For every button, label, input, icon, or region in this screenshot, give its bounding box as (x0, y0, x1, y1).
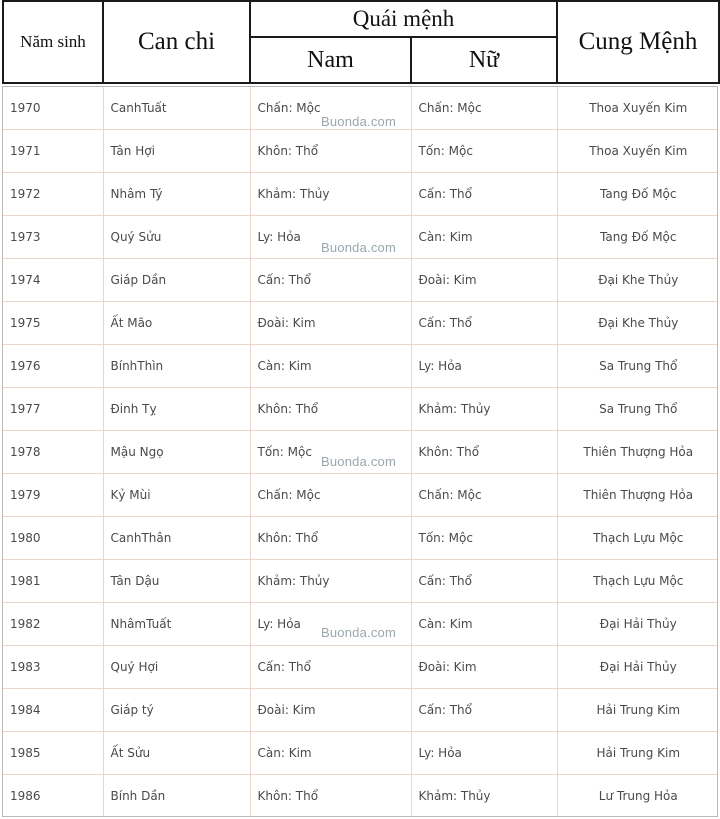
cell-year: 1980 (3, 517, 103, 560)
cell-can-chi: Tân Hợi (103, 130, 250, 173)
cell-quai-menh-nam: Đoài: Kim (250, 689, 411, 732)
table-row (3, 646, 718, 689)
cell-year: 1971 (3, 130, 103, 173)
cell-can-chi: BínhThìn (103, 345, 250, 388)
cell-quai-menh-nu: Chấn: Mộc (411, 474, 557, 517)
cell-quai-menh-nam: Ly: Hỏa (250, 216, 411, 259)
cell-year: 1981 (3, 560, 103, 603)
table-row (3, 689, 718, 732)
cell-can-chi: NhâmTuất (103, 603, 250, 646)
table-row (3, 560, 718, 603)
table-row (3, 173, 718, 216)
cell-quai-menh-nam: Tốn: Mộc (250, 431, 411, 474)
cell-year: 1986 (3, 775, 103, 818)
table-body (2, 86, 718, 817)
cell-quai-menh-nu: Khôn: Thổ (411, 431, 557, 474)
cell-can-chi: Giáp tý (103, 689, 250, 732)
watermark-text: Buonda.com (321, 114, 396, 129)
cell-quai-menh-nu: Cấn: Thổ (411, 560, 557, 603)
cell-cung-menh: Hải Trung Kim (557, 732, 718, 775)
cell-cung-menh: Đại Khe Thủy (557, 259, 718, 302)
cell-quai-menh-nam: Khôn: Thổ (250, 388, 411, 431)
cell-cung-menh: Tang Đố Mộc (557, 216, 718, 259)
cell-quai-menh-nu: Tốn: Mộc (411, 517, 557, 560)
cell-year: 1975 (3, 302, 103, 345)
table-row (3, 388, 718, 431)
cell-cung-menh: Thạch Lựu Mộc (557, 517, 718, 560)
cell-year: 1976 (3, 345, 103, 388)
cell-year: 1973 (3, 216, 103, 259)
cell-cung-menh: Sa Trung Thổ (557, 388, 718, 431)
table-row (3, 345, 718, 388)
cell-can-chi: CanhTuất (103, 87, 250, 130)
cell-quai-menh-nu: Khảm: Thủy (411, 775, 557, 818)
cell-quai-menh-nam: Khảm: Thủy (250, 173, 411, 216)
cell-quai-menh-nam: Khôn: Thổ (250, 130, 411, 173)
cell-cung-menh: Đại Hải Thủy (557, 646, 718, 689)
header-nu: Nữ (411, 37, 557, 83)
cell-can-chi: Ất Sửu (103, 732, 250, 775)
cell-cung-menh: Thoa Xuyến Kim (557, 130, 718, 173)
cell-can-chi: Kỷ Mùi (103, 474, 250, 517)
cell-cung-menh: Sa Trung Thổ (557, 345, 718, 388)
table-row (3, 259, 718, 302)
cell-cung-menh: Đại Khe Thủy (557, 302, 718, 345)
cell-quai-menh-nam: Ly: Hỏa (250, 603, 411, 646)
cell-can-chi: Tân Dậu (103, 560, 250, 603)
cell-year: 1979 (3, 474, 103, 517)
table-row (3, 302, 718, 345)
cell-quai-menh-nu: Tốn: Mộc (411, 130, 557, 173)
cell-quai-menh-nam: Cấn: Thổ (250, 259, 411, 302)
table-row (3, 517, 718, 560)
watermark-text: Buonda.com (321, 625, 396, 640)
cell-quai-menh-nu: Ly: Hỏa (411, 345, 557, 388)
cell-cung-menh: Thoa Xuyến Kim (557, 87, 718, 130)
cell-year: 1972 (3, 173, 103, 216)
cell-year: 1982 (3, 603, 103, 646)
cell-quai-menh-nu: Cấn: Thổ (411, 302, 557, 345)
cell-can-chi: Nhâm Tý (103, 173, 250, 216)
cell-cung-menh: Thiên Thượng Hỏa (557, 431, 718, 474)
cell-can-chi: Ất Mão (103, 302, 250, 345)
watermark-text: Buonda.com (321, 454, 396, 469)
cell-can-chi: Quý Sửu (103, 216, 250, 259)
cell-quai-menh-nam: Càn: Kim (250, 732, 411, 775)
table-header (2, 0, 720, 84)
cell-year: 1983 (3, 646, 103, 689)
table-row (3, 732, 718, 775)
header-cung-menh: Cung Mệnh (557, 1, 719, 83)
cell-year: 1974 (3, 259, 103, 302)
cell-year: 1985 (3, 732, 103, 775)
cell-can-chi: Bính Dần (103, 775, 250, 818)
cell-quai-menh-nam: Chấn: Mộc (250, 87, 411, 130)
cell-year: 1970 (3, 87, 103, 130)
cell-year: 1984 (3, 689, 103, 732)
data-table (3, 87, 718, 817)
cell-quai-menh-nam: Đoài: Kim (250, 302, 411, 345)
cell-cung-menh: Đại Hải Thủy (557, 603, 718, 646)
cell-can-chi: Quý Hợi (103, 646, 250, 689)
watermark-text: Buonda.com (321, 240, 396, 255)
cell-can-chi: Mậu Ngọ (103, 431, 250, 474)
cell-quai-menh-nam: Chấn: Mộc (250, 474, 411, 517)
table-row (3, 130, 718, 173)
cell-quai-menh-nu: Cấn: Thổ (411, 689, 557, 732)
cell-quai-menh-nu: Khảm: Thủy (411, 388, 557, 431)
cell-quai-menh-nam: Khôn: Thổ (250, 517, 411, 560)
cell-quai-menh-nam: Cấn: Thổ (250, 646, 411, 689)
cell-quai-menh-nu: Ly: Hỏa (411, 732, 557, 775)
cell-can-chi: Giáp Dần (103, 259, 250, 302)
cell-quai-menh-nu: Đoài: Kim (411, 646, 557, 689)
header-quai-menh: Quái mệnh (250, 1, 557, 37)
table-row (3, 474, 718, 517)
cell-quai-menh-nu: Càn: Kim (411, 603, 557, 646)
cell-cung-menh: Tang Đố Mộc (557, 173, 718, 216)
cell-cung-menh: Thiên Thượng Hỏa (557, 474, 718, 517)
header-year: Năm sinh (3, 1, 103, 83)
cell-year: 1978 (3, 431, 103, 474)
cell-year: 1977 (3, 388, 103, 431)
table-row (3, 775, 718, 818)
header-nam: Nam (250, 37, 411, 83)
cell-can-chi: Đinh Tỵ (103, 388, 250, 431)
cell-cung-menh: Hải Trung Kim (557, 689, 718, 732)
cell-can-chi: CanhThân (103, 517, 250, 560)
header-can-chi: Can chi (103, 1, 250, 83)
cell-quai-menh-nam: Khôn: Thổ (250, 775, 411, 818)
cell-quai-menh-nu: Chấn: Mộc (411, 87, 557, 130)
cell-quai-menh-nu: Càn: Kim (411, 216, 557, 259)
cell-quai-menh-nu: Cấn: Thổ (411, 173, 557, 216)
cell-cung-menh: Thạch Lựu Mộc (557, 560, 718, 603)
cell-quai-menh-nam: Khảm: Thủy (250, 560, 411, 603)
cell-quai-menh-nam: Càn: Kim (250, 345, 411, 388)
cell-quai-menh-nu: Đoài: Kim (411, 259, 557, 302)
cell-cung-menh: Lư Trung Hỏa (598, 789, 678, 803)
